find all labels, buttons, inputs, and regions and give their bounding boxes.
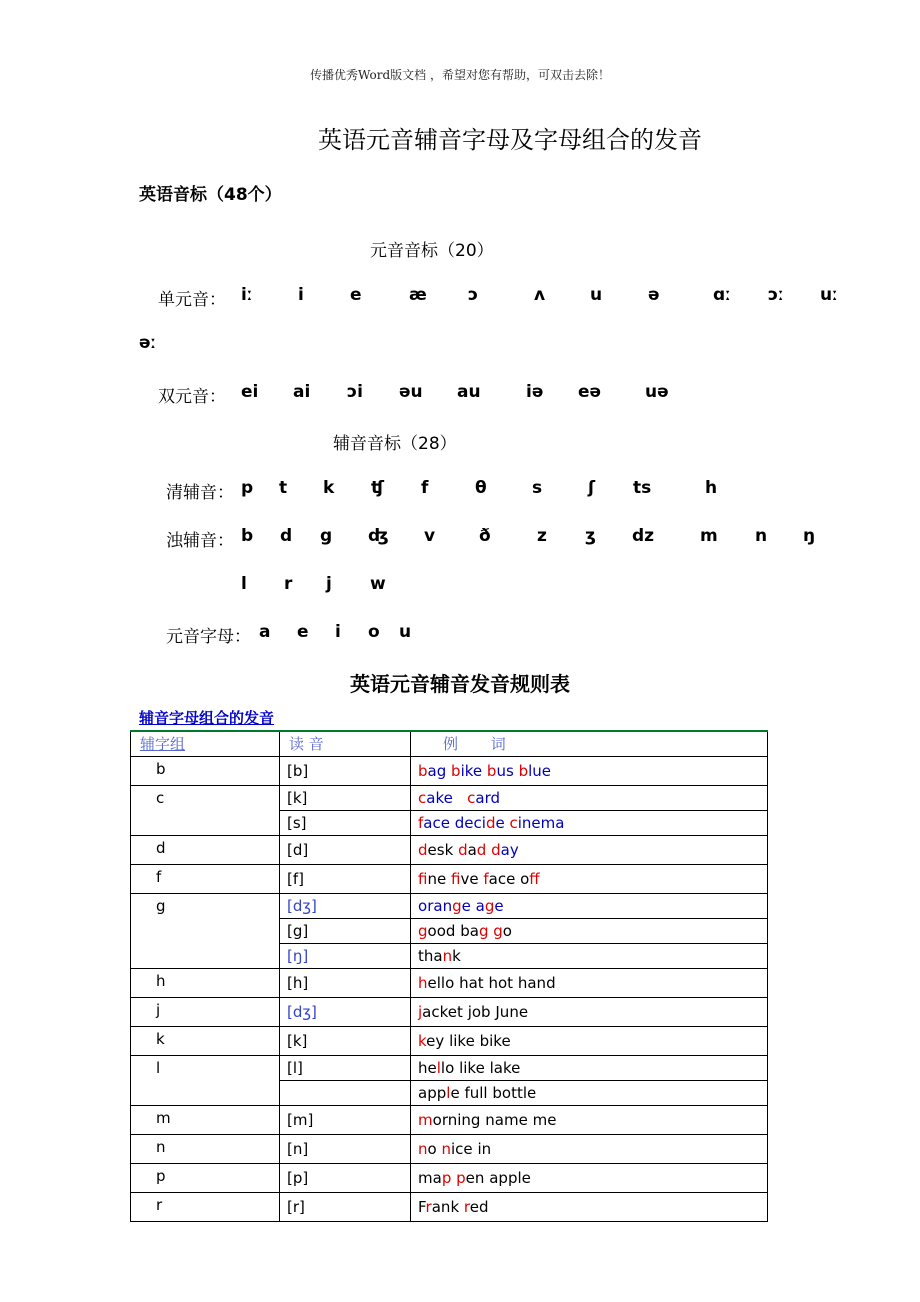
letter-cell: c (131, 786, 280, 836)
example-word: full (464, 1084, 488, 1102)
rules-table (130, 730, 768, 1222)
symbol: ɑː (713, 285, 731, 305)
letter-cell: k (131, 1027, 280, 1056)
letter-cell: d (131, 836, 280, 865)
voiced-label: 浊辅音： (166, 531, 234, 551)
symbol: əu (399, 382, 423, 402)
symbol: ŋ (803, 526, 816, 546)
letter-cell: j (131, 998, 280, 1027)
table-row (131, 1027, 768, 1056)
symbol: p (241, 478, 254, 498)
letter-cell: l (131, 1056, 280, 1106)
table-row (131, 757, 768, 786)
phonetic-cell: [dʒ] (280, 998, 411, 1027)
consonant-combos-link[interactable]: 辅音字母组合的发音 (139, 709, 275, 727)
phonetic-cell: [dʒ] (280, 894, 411, 919)
example-cell (411, 757, 768, 786)
example-cell (411, 894, 768, 919)
symbol: l (241, 574, 247, 594)
example-word: hello (418, 974, 455, 992)
example-cell (411, 969, 768, 998)
example-word: me (532, 1111, 557, 1129)
example-word: thank (418, 947, 461, 965)
example-word: face (418, 814, 450, 832)
example-cell (411, 1106, 768, 1135)
phonetic-cell (280, 1081, 411, 1106)
symbol: æ (409, 285, 427, 305)
example-word: hello (418, 1059, 455, 1077)
example-word: fve (450, 870, 479, 888)
symbol: j (326, 574, 332, 594)
letter-cell: r (131, 1193, 280, 1222)
table-row (131, 1193, 768, 1222)
phonetic-cell: [m] (280, 1106, 411, 1135)
phonetic-cell: [b] (280, 757, 411, 786)
symbol: e (350, 285, 362, 305)
letter-cell: p (131, 1164, 280, 1193)
example-cell (411, 836, 768, 865)
example-word: blue (518, 762, 552, 780)
symbol: g (320, 526, 333, 546)
example-word: in (477, 1140, 492, 1158)
example-word: like (459, 1059, 485, 1077)
example-word: red (463, 1198, 489, 1216)
example-word: good (418, 922, 456, 940)
symbol: dz (632, 526, 655, 546)
phonetic-cell: [k] (280, 1027, 411, 1056)
symbol: ɔ (468, 285, 479, 305)
example-word: bottle (492, 1084, 537, 1102)
symbol: f (421, 478, 429, 498)
example-word: age (475, 897, 504, 915)
example-word: jacket (418, 1003, 463, 1021)
phonetic-cell: [s] (280, 811, 411, 836)
watermark: 传播优秀Word版文档 ，希望对您有帮助，可双击去除！ (310, 68, 610, 82)
symbol: o (368, 622, 380, 642)
table-row (131, 1056, 768, 1081)
table-row (131, 998, 768, 1027)
example-word: hat (459, 974, 484, 992)
example-word: bus (486, 762, 514, 780)
section-heading: 英语音标（48个） (139, 185, 282, 205)
table-row (131, 1164, 768, 1193)
letter-cell: b (131, 757, 280, 786)
voiceless-label: 清辅音： (166, 483, 234, 503)
symbol: ts (633, 478, 652, 498)
phonetic-cell: [h] (280, 969, 411, 998)
example-word: hand (517, 974, 556, 992)
phonetic-cell: [n] (280, 1135, 411, 1164)
example-cell (411, 1027, 768, 1056)
symbol: ɔː (768, 285, 784, 305)
letter-cell: g (131, 894, 280, 969)
phonetic-cell: [k] (280, 786, 411, 811)
example-cell (411, 1081, 768, 1106)
symbol: t (279, 478, 288, 498)
example-word: of (520, 870, 540, 888)
consonant-heading: 辅音音标（28） (333, 434, 457, 454)
example-word: cake (418, 789, 453, 807)
symbol: b (241, 526, 254, 546)
symbol: z (537, 526, 547, 546)
example-word: map (418, 1169, 452, 1187)
letter-cell: h (131, 969, 280, 998)
symbol: ai (293, 382, 311, 402)
symbol: h (705, 478, 718, 498)
symbol: v (424, 526, 436, 546)
vowel-letters-label: 元音字母： (166, 627, 251, 647)
symbol: iː (241, 285, 253, 305)
symbol: u (399, 622, 412, 642)
page-title: 英语元音辅音字母及字母组合的发音 (318, 126, 702, 154)
monophthong-label: 单元音： (158, 290, 226, 310)
example-word: card (467, 789, 501, 807)
example-word: lake (489, 1059, 521, 1077)
example-word: apple (418, 1084, 460, 1102)
symbol: ʧ (371, 478, 385, 498)
table-row (131, 786, 768, 811)
header-pronunciation: 读 音 (280, 731, 411, 757)
example-word: dad (458, 841, 487, 859)
symbol: ei (241, 382, 259, 402)
symbol: u (590, 285, 603, 305)
symbol: k (323, 478, 335, 498)
letter-cell: f (131, 865, 280, 894)
symbol: uː (820, 285, 838, 305)
symbol: ʃ (588, 478, 596, 498)
symbol: i (335, 622, 341, 642)
example-word: desk (418, 841, 454, 859)
example-word: apple (489, 1169, 531, 1187)
table-row (131, 894, 768, 919)
symbol: m (700, 526, 718, 546)
example-cell (411, 944, 768, 969)
symbol: ð (479, 526, 491, 546)
example-word: hot (488, 974, 514, 992)
symbol: d (280, 526, 293, 546)
example-cell (411, 786, 768, 811)
symbol: i (298, 285, 304, 305)
example-word: nice (441, 1140, 473, 1158)
phonetic-cell: [d] (280, 836, 411, 865)
symbol: a (259, 622, 271, 642)
symbol: əː (139, 333, 157, 353)
example-word: bag (460, 922, 489, 940)
phonetic-cell: [l] (280, 1056, 411, 1081)
header-letter-group: 辅字组 (131, 731, 280, 757)
example-cell (411, 865, 768, 894)
symbol: au (457, 382, 481, 402)
symbol: s (532, 478, 543, 498)
symbol: w (370, 574, 386, 594)
example-cell (411, 1135, 768, 1164)
example-cell (411, 919, 768, 944)
phonetic-cell: [ŋ] (280, 944, 411, 969)
example-word: day (491, 841, 519, 859)
example-word: face (483, 870, 516, 888)
example-word: pen (456, 1169, 485, 1187)
letter-cell: m (131, 1106, 280, 1135)
phonetic-cell: [r] (280, 1193, 411, 1222)
symbol: eə (578, 382, 602, 402)
example-word: cinema (509, 814, 565, 832)
symbol: ʌ (534, 285, 546, 305)
phonetic-cell: [p] (280, 1164, 411, 1193)
example-word: name (485, 1111, 528, 1129)
diphthong-label: 双元音： (158, 387, 226, 407)
header-examples: 例 词 (411, 731, 768, 757)
example-cell (411, 1193, 768, 1222)
table-row (131, 865, 768, 894)
example-cell (411, 811, 768, 836)
letter-cell: n (131, 1135, 280, 1164)
example-word: job (467, 1003, 491, 1021)
symbol: θ (475, 478, 487, 498)
example-word: morning (418, 1111, 481, 1129)
example-cell (411, 1056, 768, 1081)
example-word: June (495, 1003, 529, 1021)
example-word: bag (418, 762, 447, 780)
symbol: ɔi (347, 382, 363, 402)
rules-title: 英语元音辅音发音规则表 (350, 672, 570, 696)
table-header-row (131, 731, 768, 757)
example-cell (411, 1164, 768, 1193)
example-word: fne (418, 870, 447, 888)
example-word: bike (479, 1032, 511, 1050)
symbol: ʒ (585, 526, 596, 546)
table-row (131, 1106, 768, 1135)
symbol: ə (648, 285, 660, 305)
table-row (131, 969, 768, 998)
vowel-heading: 元音音标（20） (370, 241, 494, 261)
example-cell (411, 998, 768, 1027)
example-word: no (418, 1140, 437, 1158)
symbol: r (284, 574, 293, 594)
example-word: key (418, 1032, 445, 1050)
phonetic-cell: [g] (280, 919, 411, 944)
example-word: Frank (418, 1198, 460, 1216)
symbol: iə (526, 382, 544, 402)
phonetic-cell: [f] (280, 865, 411, 894)
example-word: orange (418, 897, 471, 915)
example-word: go (493, 922, 512, 940)
example-word: bike (451, 762, 483, 780)
table-row (131, 1135, 768, 1164)
example-word: decide (454, 814, 505, 832)
symbol: e (297, 622, 309, 642)
table-row (131, 836, 768, 865)
symbol: n (755, 526, 768, 546)
symbol: uə (645, 382, 669, 402)
example-word: like (449, 1032, 475, 1050)
symbol: ʤ (368, 526, 389, 546)
